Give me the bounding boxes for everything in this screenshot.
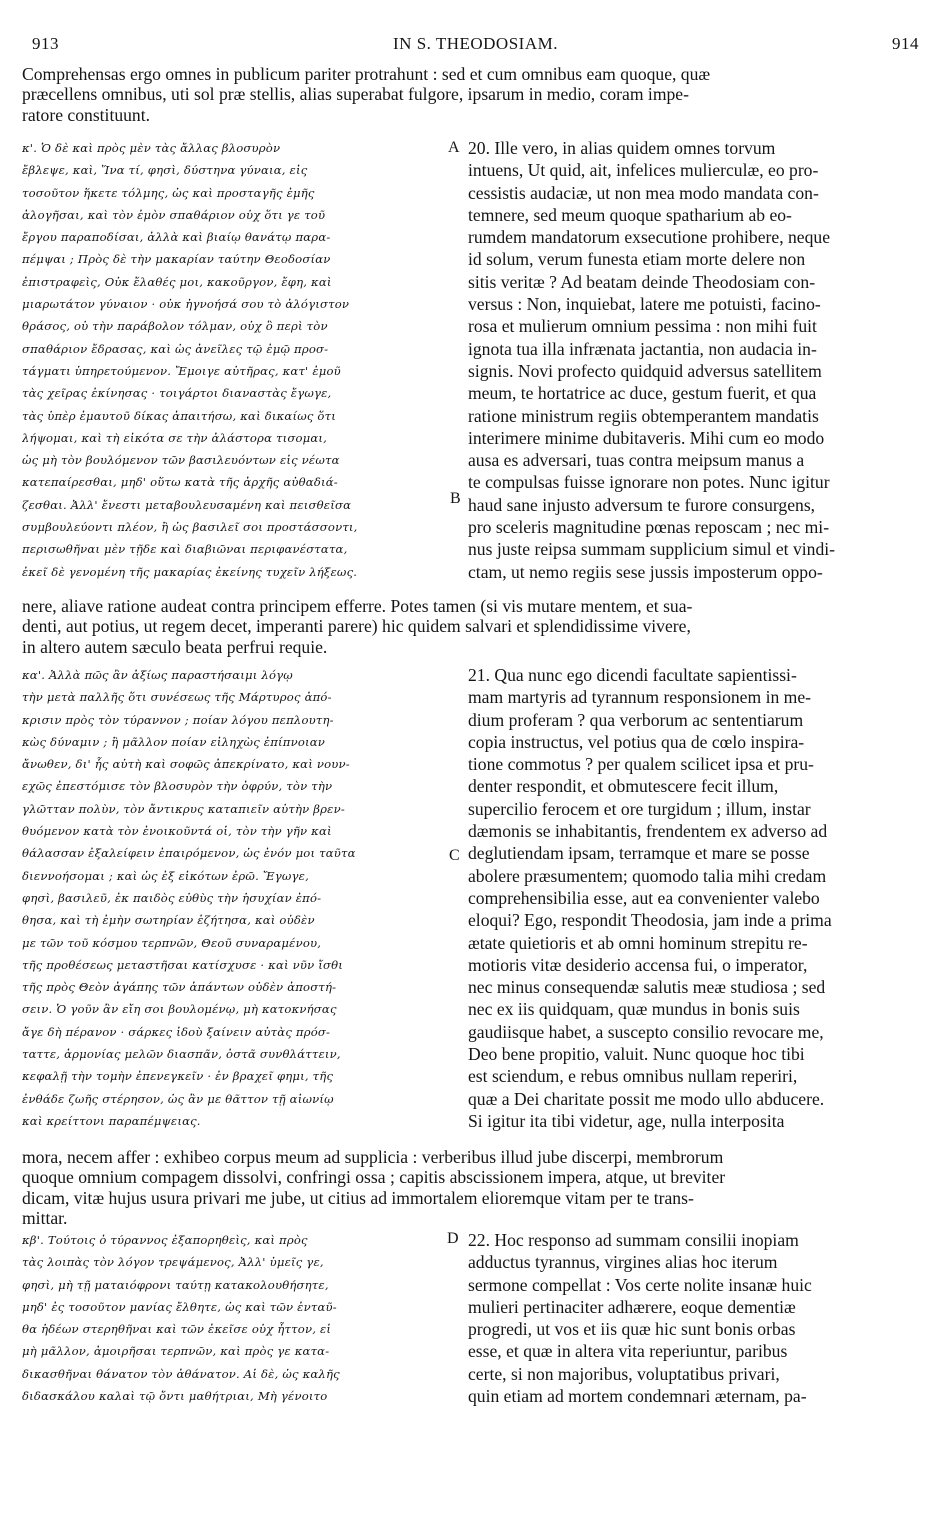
greek-21-line: φησὶ, βασιλεῦ, ἐκ παιδὸς εὐθὺς τὴν ἡσυχίαν ἐπό- <box>22 890 322 905</box>
greek-20-line: κατεπαίρεσθαι, μηδ' οὕτω κατὰ τῆς ἀρχῆς αὐθαδιά- <box>22 475 338 490</box>
greek-22-line: δικασθῆναι θάνατον τὸν ἀθάνατον. Αἱ δὲ, ὡς καλῆς <box>22 1366 340 1381</box>
greek-21-line: θυόμενον κατὰ τὸν ἐνοικοῦντά οἱ, τὸν τὴν γῆν καὶ <box>22 824 332 839</box>
latin-21-line: comprehensibilia esse, aut ea convenienter valebo <box>468 887 820 908</box>
latin-21-line: tione commotus ? per qualem scilicet ipsa et pru- <box>468 754 814 775</box>
greek-21-line: με τῶν τοῦ κόσμου τερπνῶν, Θεοῦ συναραμένου, <box>22 935 322 950</box>
latin-21-line: Deo bene propitio, valuit. Nunc quoque hoc tibi <box>468 1044 805 1065</box>
greek-20-line: τάγματι ὑπηρετούμενον. Ἔμοιγε αὐτῆρας, κατ' ἐμοῦ <box>22 363 341 378</box>
latin-20-line: cessistis audaciæ, ut non mea modo mandata con- <box>468 182 819 203</box>
latin-21-line: abolere præsumentem; quomodo talia mihi credam <box>468 865 827 886</box>
greek-20-line: τοσοῦτον ἥκετε τόλμης, ὡς καὶ προσταγῆς ἐμῆς <box>22 185 315 200</box>
intro-line: præcellens omnibus, uti sol præ stellis, alias superabat fulgore, ipsarum in medio, coram impe- <box>22 84 689 105</box>
greek-20-line: περισωθῆναι μὲν τῇδε καὶ διαβιῶναι περιφανέστατα, <box>22 542 348 557</box>
latin-section-21 <box>468 664 908 1132</box>
margin-letter-a: A <box>448 139 460 156</box>
latin-22-line: quin etiam ad mortem condemnari æternam, pa- <box>468 1386 807 1407</box>
latin-20-line: versus : Non, inquiebat, latere me potuisti, facino- <box>468 294 821 315</box>
latin-20-line: meum, te hortatrice ac duce, gestum fuerit, et qua <box>468 383 817 404</box>
mid-line: in altero autem sæculo beata perfrui requie. <box>22 636 328 657</box>
greek-21-line: θησα, καὶ τὴ ἐμὴν σωτηρίαν ἐζήτησα, καὶ οὐδὲν <box>22 913 315 928</box>
greek-21-line: ἄγε δὴ πέρανον · σάρκες ἰδοὺ ξαίνειν αὐτὰς πρόσ- <box>22 1024 331 1039</box>
greek-22-line: φησὶ, μὴ τῇ ματαιόφρονι ταύτῃ κατακολουθήσητε, <box>22 1277 329 1292</box>
greek-20-line: θράσος, οὐ τὴν παράβολον τόλμαν, οὐχ ὃ περὶ τὸν <box>22 319 328 334</box>
latin-21-line: supercilio ferocem et ore turgidum ; illum, instar <box>468 798 811 819</box>
greek-21-line: σειν. Ὁ γοῦν ἂν εἴη σοι βουλομένῳ, μὴ κατοκνήσας <box>22 1002 337 1017</box>
greek-21-line: κρισιν πρὸς τὸν τύραννον ; ποίαν λόγου πεπλουτη- <box>22 712 334 727</box>
latin-20-line: temnere, sed meum quoque spatharium ab eo- <box>468 204 792 225</box>
greek-section-20 <box>22 137 462 583</box>
greek-20-line: ζεσθαι. Ἀλλ' ἔνεστι μεταβουλευσαμένη καὶ πεισθεῖσα <box>22 497 352 512</box>
margin-letter-d: D <box>447 1230 459 1247</box>
intro-line: Comprehensas ergo omnes in publicum pariter protrahunt : sed et cum omnibus eam quoque, quæ <box>22 64 711 84</box>
latin-20-line: intuens, Ut quid, ait, infelices mulierculæ, eo pro- <box>468 160 819 181</box>
latin-22-line: mulieri pertinaciter adhærere, eoque dementiæ <box>468 1296 796 1317</box>
latin-20-line: ctam, ut nemo regiis sese jussis imposterum oppo- <box>468 561 823 582</box>
greek-21-line: κεφαλῇ τὴν τομὴν ἐπενεγκεῖν · ἐν βραχεῖ φημι, τῆς <box>22 1069 334 1084</box>
greek-20-line: κ'. Ὁ δὲ καὶ πρὸς μὲν τὰς ἄλλας βλοσυρὸν <box>22 141 281 155</box>
latin-20-line: nus juste reipsa summam supplicium simul et vindi- <box>468 539 835 560</box>
latin-22-line: certe, si non majoribus, voluptatibus privari, <box>468 1363 780 1384</box>
greek-21-line: τῆς πρὸς Θεὸν ἀγάπης τῶν ἁπάντων οὐδὲν ἀποστή- <box>22 980 337 995</box>
latin-21-line: ætate quietioris et ab omni hominum strepitu re- <box>468 932 808 953</box>
greek-20-line: λήψομαι, καὶ τὴ εἰκότα σε τὴν ἀλάστορα τισομαι, <box>22 430 328 445</box>
latin-21-line: nec minus consequendæ salutis meæ studiosa ; sed <box>468 977 826 998</box>
greek-21-line: κὼς δύναμιν ; ἢ μᾶλλον ποίαν εἰληχὼς ἐπίπνοιαν <box>22 734 326 749</box>
page-number-left: 913 <box>32 34 59 53</box>
latin-21-line: est sciendum, e rebus omnibus nullam reperiri, <box>468 1066 798 1087</box>
greek-20-line: τὰς ὑπὲρ ἐμαυτοῦ δίκας ἀπαιτήσω, καὶ δικαίως ὅτι <box>22 408 336 423</box>
latin-20-line: signis. Novi profecto quidquid adversus satellitem <box>468 360 822 381</box>
lower-line: quoque omnium compagem dissolvi, confringi ossa ; capitis abscissionem impera, atque, ut breviter <box>22 1167 726 1188</box>
running-title: IN S. THEODOSIAM. <box>393 34 558 53</box>
greek-20-line: τὰς χεῖρας ἐκίνησας · τοιγάρτοι διαναστὰς ἔγωγε, <box>22 386 332 401</box>
latin-21-line: denter respondit, et obmutescere fecit illum, <box>468 776 779 797</box>
latin-21-line: quæ a Dei charitate possit me modo ullo abducere. <box>468 1088 825 1109</box>
greek-21-line: θάλασσαν ἐξαλείφειν ἐπαιρόμενον, ὡς ἐνόν μοι ταῦτα <box>22 846 356 861</box>
greek-20-line: ἔργου παραποδίσαι, ἀλλὰ καὶ βιαίῳ θανάτῳ παρα- <box>22 230 331 245</box>
running-header <box>32 34 919 56</box>
lower-line: mora, necem affer : exhibeo corpus meum ad supplicia : verberibus illud jube discerpi, membrorum <box>22 1147 724 1167</box>
greek-20-line: ἀλογῆσαι, καὶ τὸν ἐμὸν σπαθάριον οὐχ ὅτι γε τοῦ <box>22 207 326 222</box>
margin-letter-b: B <box>450 490 461 507</box>
greek-21-line: τὴν μετὰ παλλῆς ὅτι συνέσεως τῆς Μάρτυρος ἀπό- <box>22 690 332 705</box>
greek-22-line: κβ'. Τούτοις ὁ τύραννος ἐξαπορηθεὶς, καὶ πρὸς <box>22 1233 308 1247</box>
greek-21-line: ταττε, ἁρμονίας μελῶν διασπᾶν, ὀστᾶ συνθλάττειν, <box>22 1047 341 1062</box>
latin-section-22 <box>468 1229 908 1407</box>
greek-21-line: κα'. Ἀλλὰ πῶς ἂν ἀξίως παραστήσαιμι λόγῳ <box>22 668 293 682</box>
continuation-paragraph <box>22 596 922 657</box>
latin-21-line: dium proferam ? qua verborum ac sententiarum <box>468 709 804 730</box>
latin-21-line: motioris vitæ desiderio accensa fui, o imperator, <box>468 954 808 975</box>
latin-20-line: ausa es adversari, tuas contra meipsum manus a <box>468 450 805 471</box>
greek-20-line: μιαρωτάτον γύναιον · οὐκ ἠγνοήσά σου τὸ ἀλόγιστον <box>22 297 350 312</box>
latin-21-line: mam martyris ad tyrannum responsionem in me- <box>468 687 812 708</box>
latin-20-line: interimere minime dubitaveris. Mihi cum eo modo <box>468 427 825 448</box>
latin-22-line: esse, et quæ in altera vita reperiuntur, paribus <box>468 1341 788 1362</box>
greek-21-line: διεννοήσομαι ; καὶ ὡς ἐξ εἰκότων ἐρῶ. Ἔγωγε, <box>22 868 309 883</box>
latin-21-line: copia instructus, vel potius qua de cœlo inspira- <box>468 731 805 752</box>
greek-20-line: ἐκεῖ δὲ γενομένη τῆς μακαρίας ἐκείνης τυχεῖν λήξεως. <box>22 564 358 579</box>
intro-line: ratore constituunt. <box>22 104 151 125</box>
latin-21-line: eloqui? Ego, respondit Theodosia, jam inde a prima <box>468 910 832 931</box>
greek-20-line: ὡς μὴ τὸν βουλόμενον τῶν βασιλευόντων εἰς νέωτα <box>22 453 340 468</box>
greek-21-line: ἐνθάδε ζωῆς στέρησον, ὡς ἂν με θᾶττον τῇ αἰωνίῳ <box>22 1091 334 1106</box>
margin-letter-c: C <box>449 847 460 864</box>
greek-section-22 <box>22 1229 462 1407</box>
greek-22-line: μηδ' ἐς τοσοῦτον μανίας ἔλθητε, ὡς καὶ τῶν ἐνταῦ- <box>22 1299 337 1314</box>
latin-20-line: id solum, verum funesta etiam morte delere non <box>468 249 806 270</box>
latin-20-line: rumdem mandatorum exsecutione prohibere, neque <box>468 227 831 248</box>
greek-21-line: τῆς προθέσεως μεταστῆσαι κατίσχυσε · καὶ νῦν ἴσθι <box>22 957 344 972</box>
latin-22-line: sermone compellat : Vos certe nolite insanæ huic <box>468 1274 812 1295</box>
lower-line: dicam, vitæ hujus usura privari me jube, ut citius ad immortalem elioremque vitam per te trans- <box>22 1187 694 1208</box>
greek-21-line: καὶ κρείττονι παραπέμψειας. <box>22 1113 201 1128</box>
intro-paragraph <box>22 64 922 125</box>
latin-20-line: ratione ministrum regiis obtemperantem mandatis <box>468 405 819 426</box>
latin-20-line: ignota tua illa infrænata jactantia, non audacia in- <box>468 338 817 359</box>
greek-21-line: ἄνωθεν, δι' ἧς αὐτὴ καὶ σοφῶς ἀπεκρίνατο, καὶ νουν- <box>22 757 350 772</box>
latin-22-line: progredi, ut vos et iis quæ hic sunt bonis orbas <box>468 1319 796 1340</box>
latin-21-line: Si igitur ita tibi videtur, age, nulla interposita <box>468 1110 785 1131</box>
latin-20-line: 20. Ille vero, in alias quidem omnes torvum <box>468 138 776 158</box>
greek-21-line: γλῶτταν πολὺν, τὸν ἄντικρυς καταπιεῖν αὐτὴν βρεν- <box>22 801 345 816</box>
latin-20-line: sitis veritæ ? Ad beatam deinde Theodosiam con- <box>468 271 816 292</box>
latin-20-line: haud sane injusto adversum te furore consurgens, <box>468 494 816 515</box>
mid-line: denti, aut potius, ut regem decet, imperanti parere) hic quidem salvari et splendidissime vivere, <box>22 616 691 637</box>
closing-paragraph <box>22 1147 922 1229</box>
latin-20-line: te compulsas fuisse ignorare non potes. Nunc igitur <box>468 472 830 493</box>
latin-section-20 <box>468 137 908 583</box>
lower-line: mittar. <box>22 1208 68 1229</box>
latin-20-line: rosa et mulierum omnium pessima : non mihi fuit <box>468 316 817 337</box>
latin-22-line: adductus tyrannus, virgines alias hoc iterum <box>468 1252 778 1273</box>
greek-20-line: σπαθάριον ἔδρασας, καὶ ὡς ἀνεῖλες τῷ ἐμῷ προσ- <box>22 341 329 356</box>
latin-21-line: 21. Qua nunc ego dicendi facultate sapientissi- <box>468 665 797 685</box>
mid-line: nere, aliave ratione audeat contra principem efferre. Potes tamen (si vis mutare mentem, et sua- <box>22 596 693 616</box>
greek-20-line: ἐπιστραφεὶς, Οὐκ ἔλαθές μοι, κακοῦργον, ἔφη, καὶ <box>22 274 332 289</box>
latin-21-line: gaudiisque habet, a suscepto consilio revocare me, <box>468 1021 824 1042</box>
greek-21-line: εχῶς ἐπεστόμισε τὸν βλοσυρὸν τὴν ὀφρύν, τὸν τὴν <box>22 779 333 794</box>
greek-20-line: πέμψαι ; Πρὸς δὲ τὴν μακαρίαν ταύτην Θεοδοσίαν <box>22 252 331 267</box>
greek-22-line: θα ἡδέων στερηθῆναι καὶ τῶν ἐκεῖσε οὐχ ἧττον, εἰ <box>22 1322 332 1337</box>
latin-20-line: pro sceleris magnitudine pœnas reposcam ; nec mi- <box>468 517 830 538</box>
latin-21-line: nec ex iis quidquam, quæ mundus in bonis suis <box>468 999 800 1020</box>
latin-21-line: deglutiendam ipsam, terramque et mare se posse <box>468 843 810 864</box>
greek-22-line: τὰς λοιπὰς τὸν λόγον τρεψάμενος, Ἀλλ' ὑμεῖς γε, <box>22 1255 324 1270</box>
greek-20-line: ἔβλεψε, καὶ, Ἵνα τί, φησὶ, δύστηνα γύναια, εἰς <box>22 163 308 178</box>
greek-section-21 <box>22 664 462 1132</box>
greek-22-line: μὴ μᾶλλον, ἀμοιρῆσαι τερπνῶν, καὶ πρὸς γε κατα- <box>22 1344 330 1359</box>
greek-20-line: συμβουλεύοντι πλέον, ἢ ὡς βασιλεῖ σοι προστάσσοντι, <box>22 520 358 535</box>
latin-22-line: 22. Hoc responso ad summam consilii inopiam <box>468 1230 799 1250</box>
page-number-right: 914 <box>892 34 919 53</box>
latin-21-line: dæmonis se inhabitantis, frendentem ex adverso ad <box>468 821 828 842</box>
greek-22-line: διδασκάλου καλαὶ τῷ ὄντι μαθήτριαι, Μὴ γένοιτο <box>22 1389 328 1404</box>
